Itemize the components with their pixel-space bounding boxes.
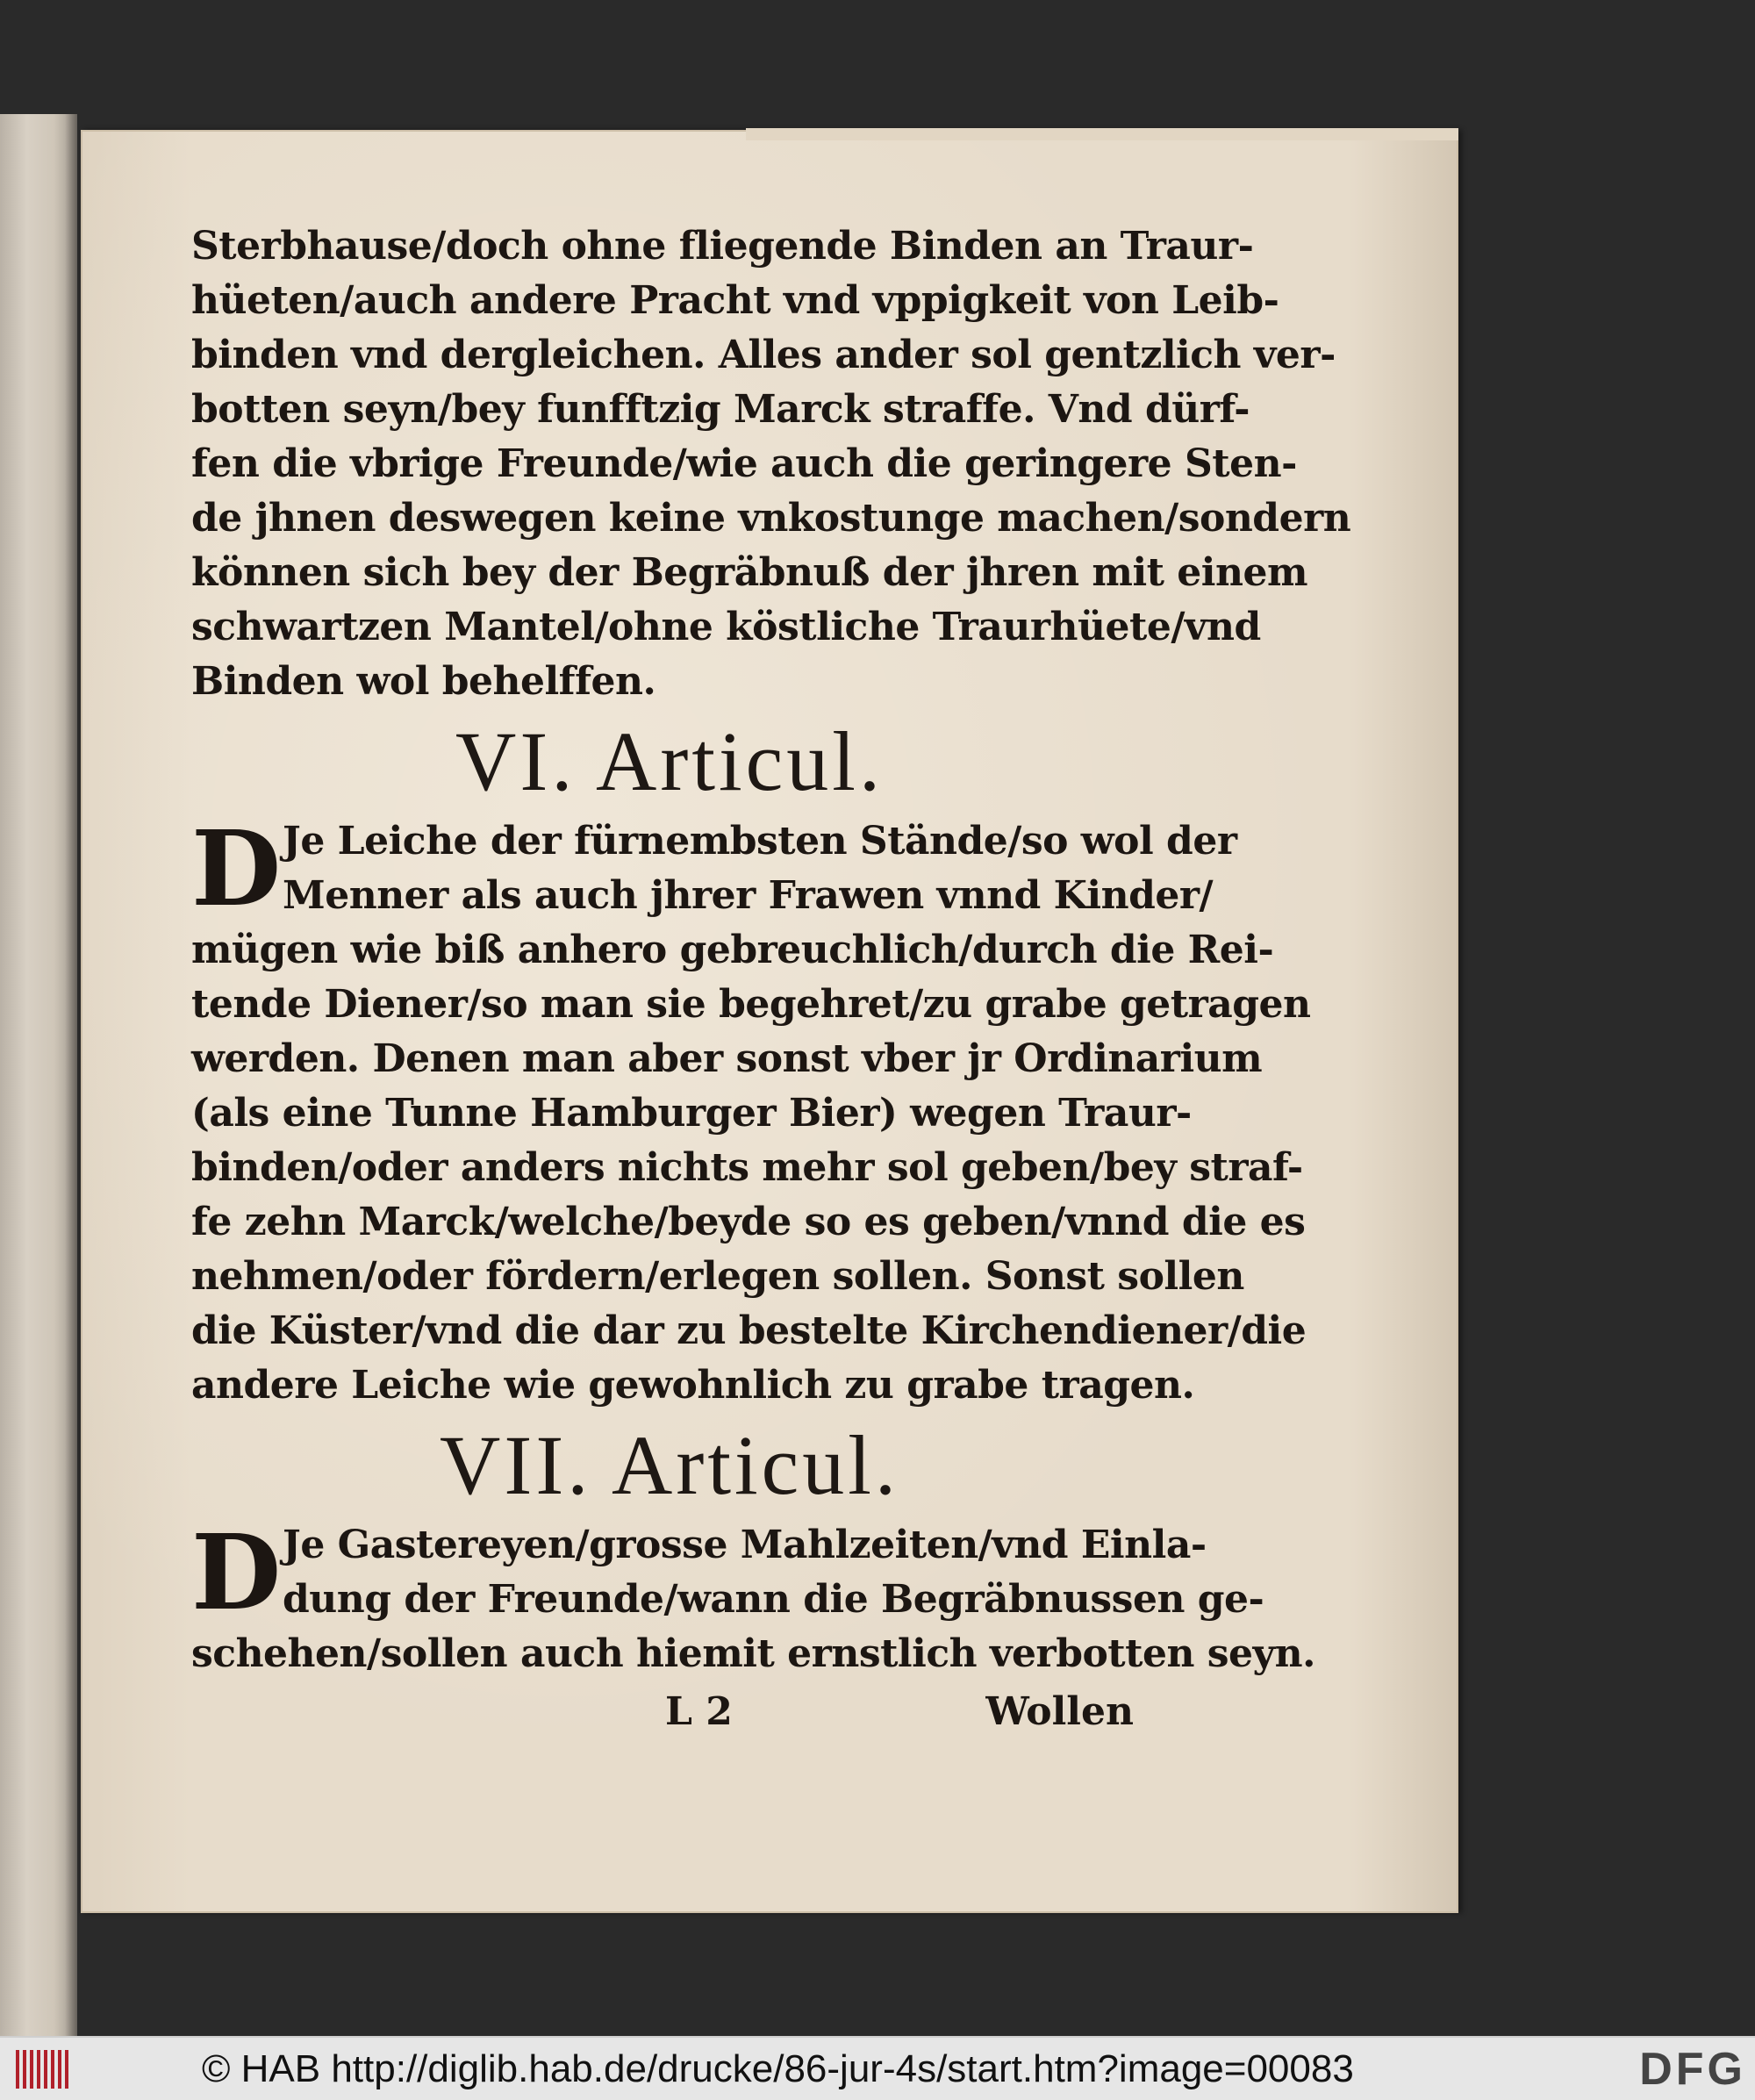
text-line: binden vnd dergleichen. Alles ander sol gentzlich ver- xyxy=(191,333,1336,377)
text-line: nehmen/oder fördern/erlegen sollen. Sonst sollen xyxy=(191,1254,1244,1299)
text-line: Sterbhause/doch ohne fliegende Binden an Traur- xyxy=(191,224,1254,269)
text-line: fen die vbrige Freunde/wie auch die geringere Sten- xyxy=(191,441,1297,486)
text-line: Je Gastereyen/grosse Mahlzeiten/vnd Einla- xyxy=(283,1523,1207,1567)
text-line: de jhnen deswegen keine vnkostunge machen/sondern xyxy=(191,496,1351,541)
previous-page-edge xyxy=(0,114,77,2036)
copyright-bar xyxy=(0,2036,1755,2100)
article-6-heading: VI. Articul. xyxy=(455,714,884,808)
text-line: binden/oder anders nichts mehr sol geben/bey straf- xyxy=(191,1145,1303,1190)
text-line: hüeten/auch andere Pracht vnd vppigkeit von Leib- xyxy=(191,278,1279,323)
text-line: werden. Denen man aber sonst vber jr Ordinarium xyxy=(191,1036,1263,1081)
article-7-paragraph xyxy=(191,1511,1315,1681)
drop-cap: D xyxy=(191,1511,282,1633)
text-line: Binden wol behelffen. xyxy=(191,659,656,704)
text-line: (als eine Tunne Hamburger Bier) wegen Traur- xyxy=(191,1091,1192,1136)
dfg-logo: DFG xyxy=(1639,2044,1746,2095)
drop-cap: D xyxy=(191,807,282,929)
barcode-icon xyxy=(16,2050,70,2089)
text-line: schehen/sollen auch hiemit ernstlich verbotten seyn. xyxy=(191,1631,1315,1676)
text-line: können sich bey der Begräbnuß der jhren mit einem xyxy=(191,550,1308,595)
text-line: andere Leiche wie gewohnlich zu grabe tragen. xyxy=(191,1363,1195,1408)
text-line: Je Leiche der fürnembsten Stände/so wol der xyxy=(283,819,1237,864)
text-line: fe zehn Marck/welche/beyde so es geben/vnnd die es xyxy=(191,1200,1306,1244)
text-line: mügen wie biß anhero gebreuchlich/durch die Rei- xyxy=(191,928,1274,972)
page-top-edge xyxy=(746,128,1458,140)
copyright-link[interactable]: © HAB http://diglib.hab.de/drucke/86-jur-4s/start.htm?image=00083 xyxy=(202,2047,1354,2090)
text-line: tende Diener/so man sie begehret/zu grabe getragen xyxy=(191,982,1311,1027)
text-line: schwartzen Mantel/ohne köstliche Traurhüete/vnd xyxy=(191,605,1261,649)
catchword: Wollen xyxy=(985,1689,1134,1734)
text-line: dung der Freunde/wann die Begräbnussen ge- xyxy=(283,1577,1264,1622)
article-6-paragraph xyxy=(191,807,1311,1413)
text-line: die Küster/vnd die dar zu bestelte Kirchendiener/die xyxy=(191,1308,1307,1353)
page-footer xyxy=(191,1685,1134,1746)
article-7-heading: VII. Articul. xyxy=(440,1418,899,1512)
text-line: Menner als auch jhrer Frawen vnnd Kinder/ xyxy=(283,873,1214,918)
text-line: botten seyn/bey funfftzig Marck straffe. Vnd dürf- xyxy=(191,387,1250,432)
signature-mark: L 2 xyxy=(665,1689,733,1734)
page-text xyxy=(191,219,1351,1746)
